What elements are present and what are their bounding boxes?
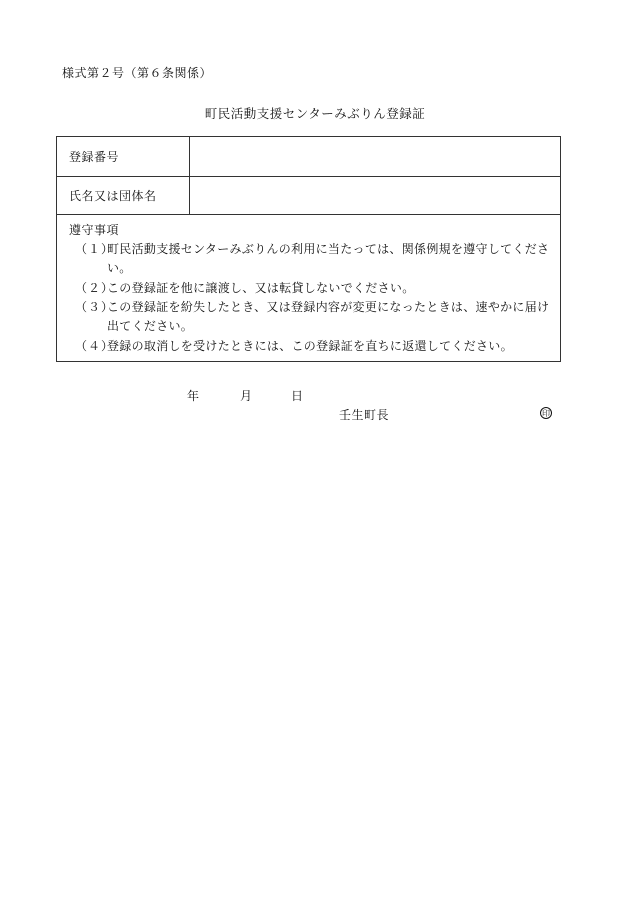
compliance-item <box>75 240 557 278</box>
compliance-section <box>57 215 560 361</box>
compliance-item <box>75 337 557 356</box>
seal-icon: 印 <box>542 409 550 418</box>
compliance-item <box>75 279 557 298</box>
issuer-name: 壬生町長 <box>339 408 390 422</box>
compliance-item-number: （１） <box>75 242 115 256</box>
date-month: 月 <box>240 389 253 403</box>
compliance-item-text: この登録証を紛失したとき、又は登録内容が変更になったときは、速やかに届け出てください。 <box>107 300 550 333</box>
date-year: 年 <box>187 389 200 403</box>
compliance-heading: 遵守事項 <box>69 223 120 237</box>
name-field <box>190 177 560 214</box>
compliance-item-number: （３） <box>75 300 115 314</box>
registration-number-label: 登録番号 <box>57 137 190 176</box>
registration-number-field <box>190 137 560 176</box>
name-label: 氏名又は団体名 <box>57 177 190 214</box>
registration-number-row <box>57 137 560 177</box>
compliance-item-text: 町民活動支援センターみぶりんの利用に当たっては、関係例規を遵守してください。 <box>107 242 550 275</box>
compliance-item-text: 登録の取消しを受けたときには、この登録証を直ちに返還してください。 <box>107 339 513 353</box>
compliance-item <box>75 298 557 336</box>
document-title-text: 町民活動支援センターみぶりん登録証 <box>204 106 426 121</box>
compliance-item-number: （２） <box>75 281 115 295</box>
form-number-label: 様式第２号（第６条関係） <box>62 66 213 80</box>
name-row <box>57 177 560 215</box>
compliance-item-number: （４） <box>75 339 115 353</box>
document-title <box>0 104 630 122</box>
compliance-item-text: この登録証を他に譲渡し、又は転貸しないでください。 <box>107 281 415 295</box>
issue-date <box>0 387 630 403</box>
date-day: 日 <box>291 389 304 403</box>
registration-table <box>56 136 561 362</box>
